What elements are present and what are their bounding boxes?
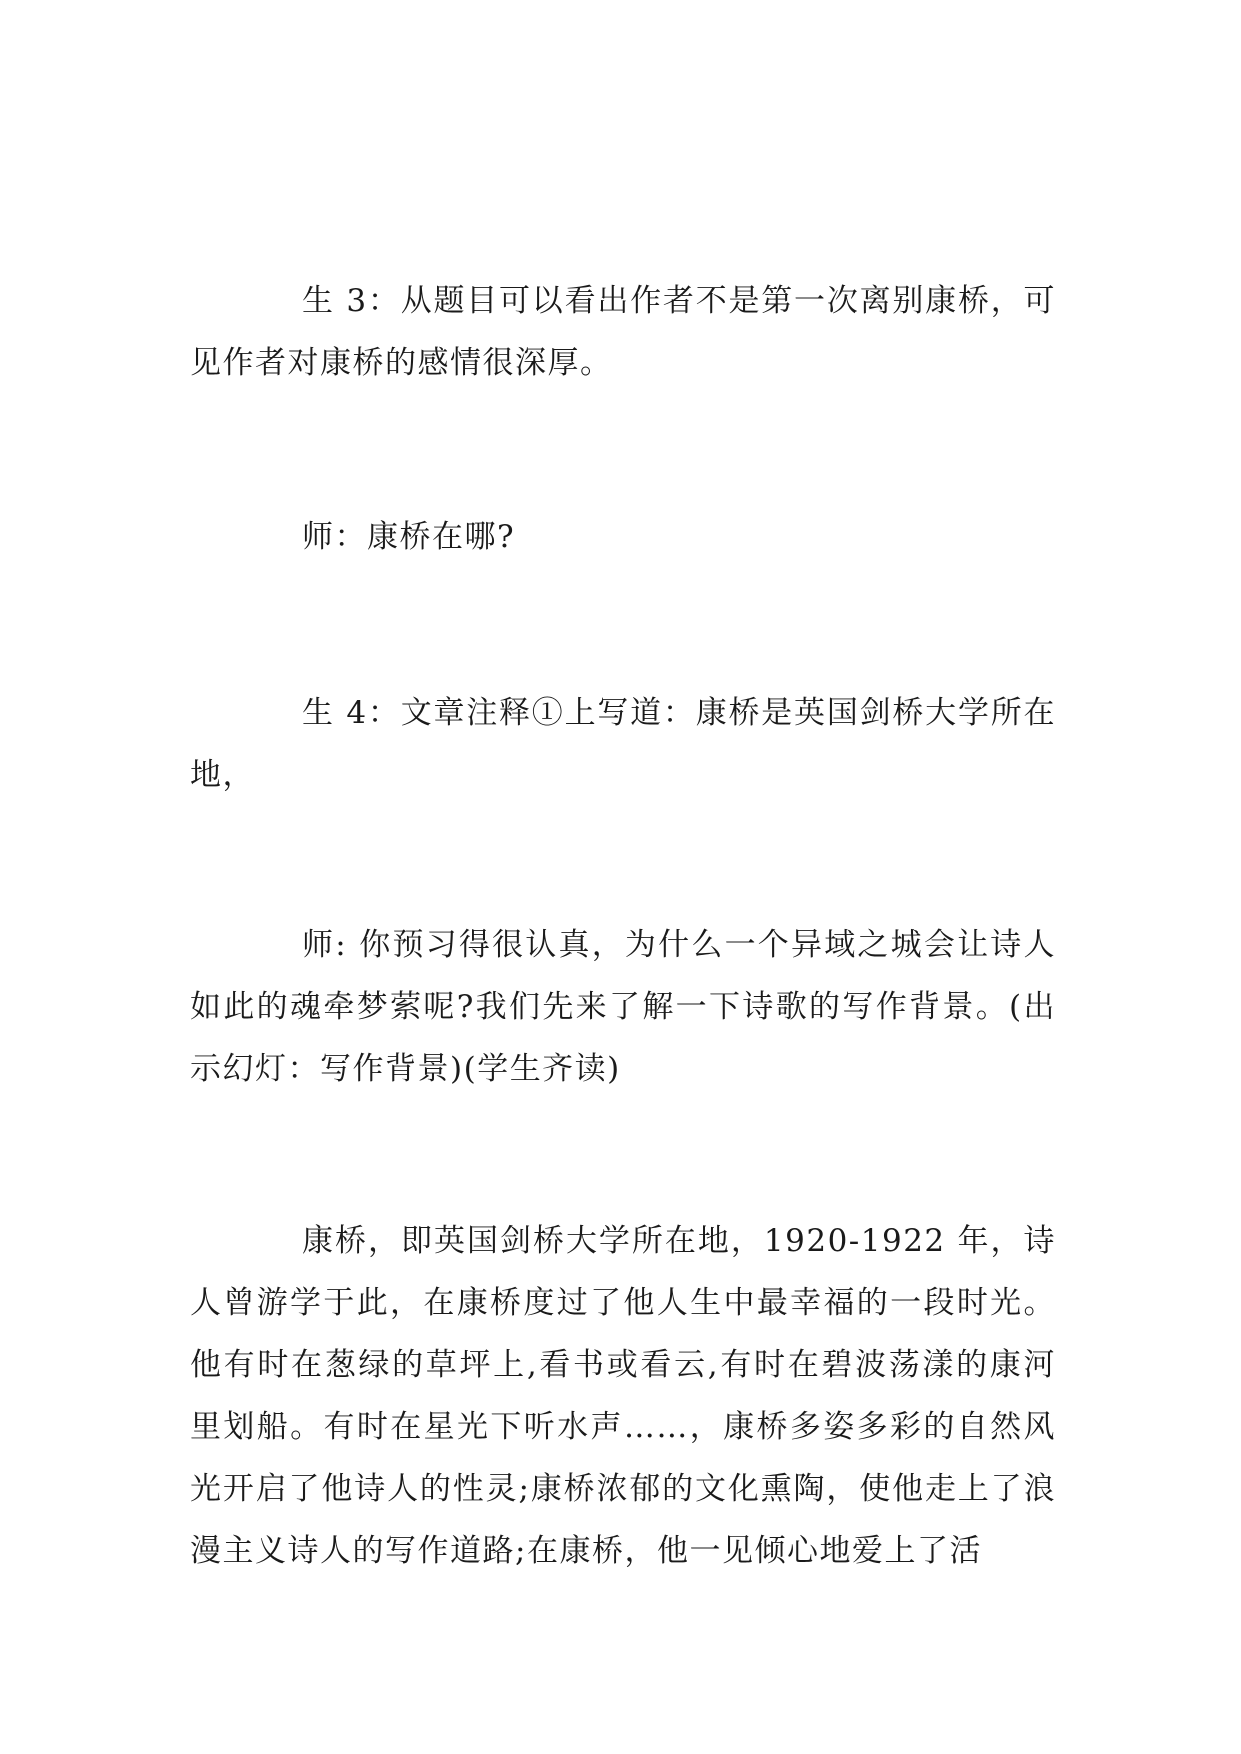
paragraph-teacher-intro: 师: 你预习得很认真，为什么一个异域之城会让诗人如此的魂牵梦萦呢?我们先来了解一下诗歌的写作背景。(出示幻灯：写作背景)(学生齐读) [190, 927, 1056, 1087]
paragraph-teacher-question: 师：康桥在哪? [302, 519, 516, 555]
paragraph-student-4: 生 4：文章注释①上写道：康桥是英国剑桥大学所在地， [190, 695, 1056, 793]
paragraph-background: 康桥，即英国剑桥大学所在地，1920-1922 年，诗人曾游学于此，在康桥度过了他人生中最幸福的一段时光。他有时在葱绿的草坪上,看书或看云,有时在碧波荡漾的康河里划船。有时在星光下听水声……，康桥多姿多彩的自然风光开启了他诗人的性灵;康桥浓郁的文化熏陶，使他走上了浪漫主义诗人的写作道路;在康桥，他一见倾心地爱上了活 [190, 1223, 1056, 1569]
paragraph-student-3: 生 3：从题目可以看出作者不是第一次离别康桥，可见作者对康桥的感情很深厚。 [190, 283, 1056, 381]
